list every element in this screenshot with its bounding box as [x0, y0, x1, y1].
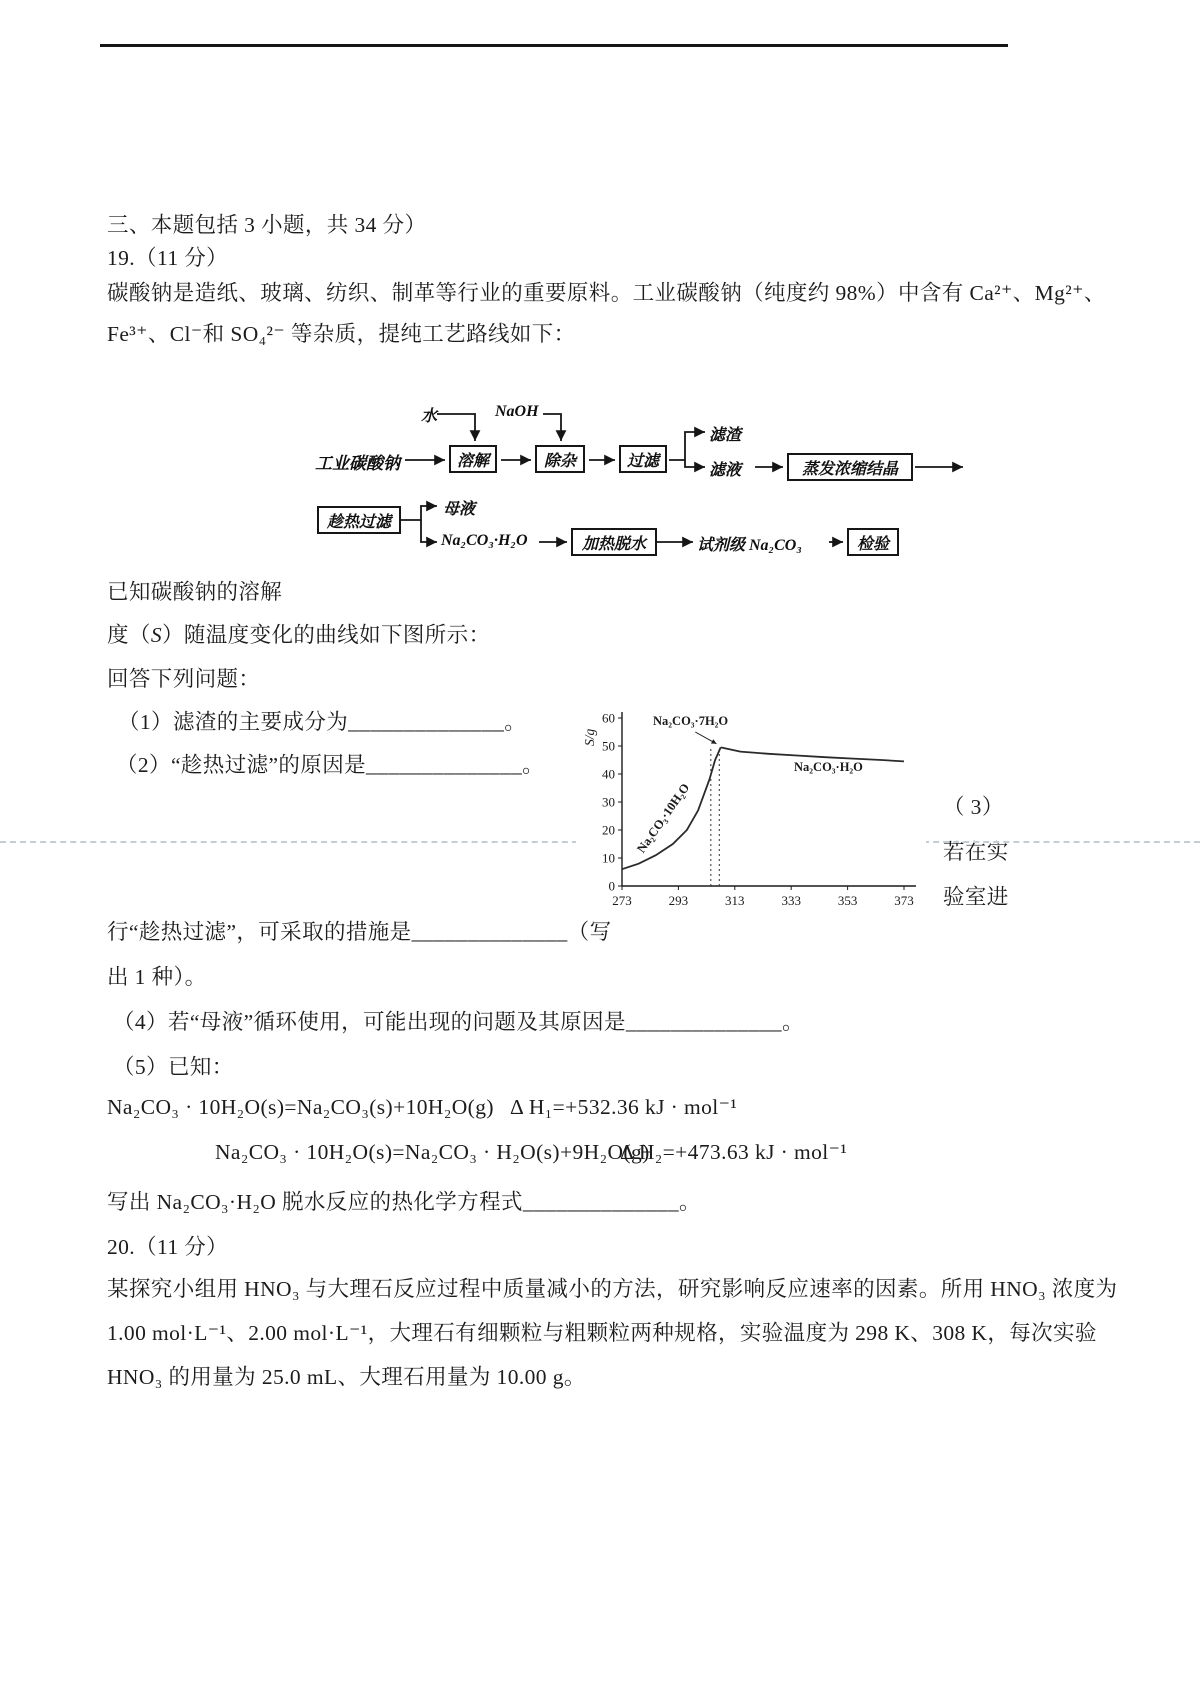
svg-text:273: 273: [612, 893, 632, 908]
flowchart-box-dissolve: 溶解: [449, 445, 497, 473]
question-3-line2: 出 1 种）。: [107, 965, 207, 989]
equation-2-formula: Na₂CO₃ · 10H₂O(s)=Na₂CO₃ · H₂O(s)+9H₂O(g): [215, 1140, 650, 1164]
svg-text:293: 293: [668, 893, 689, 908]
question-3-side2: 若在实: [943, 840, 1009, 864]
svg-text:333: 333: [781, 893, 801, 908]
solubility-chart-svg: [576, 706, 926, 916]
question-1: （1）滤渣的主要成分为______________。: [118, 710, 527, 734]
equation-2-enthalpy: Δ H₂=+473.63 kJ · mol⁻¹: [620, 1140, 848, 1164]
flowchart-residue-label: 滤渣: [709, 427, 742, 444]
svg-text:S/g: S/g: [582, 728, 597, 746]
svg-text:Na₂CO₃·10H₂O: Na₂CO₃·10H₂O: [634, 780, 693, 856]
flowchart-monohydrate-label: Na₂CO₃·H₂O: [441, 532, 528, 549]
flowchart-box-hot-filter: 趁热过滤: [317, 506, 401, 534]
equation-1-enthalpy: Δ H₁=+532.36 kJ · mol⁻¹: [510, 1095, 738, 1119]
question-2: （2）“趁热过滤”的原因是______________。: [116, 753, 545, 777]
question-4: （4）若“母液”循环使用，可能出现的问题及其原因是______________。: [113, 1010, 804, 1034]
q19-number: 19.（11 分）: [107, 246, 229, 270]
answer-prompt: 回答下列问题：: [107, 667, 261, 691]
known-line2-post: ）随温度变化的曲线如下图所示：: [161, 623, 491, 647]
q20-line2: 1.00 mol·L⁻¹、2.00 mol·L⁻¹，大理石有细颗粒与粗颗粒两种规格，实验温度为 298 K、308 K，每次实验: [107, 1321, 1097, 1345]
flowchart-box-remove-impurity: 除杂: [535, 445, 585, 473]
svg-text:30: 30: [602, 794, 615, 810]
known-line1: 已知碳酸钠的溶解: [107, 580, 283, 604]
svg-text:50: 50: [602, 738, 615, 754]
known-line2-symbol-s: S: [150, 623, 162, 647]
svg-text:60: 60: [602, 710, 615, 726]
question-3-side1: （ 3）: [943, 795, 1004, 819]
known-line2-pre: 度（: [107, 623, 151, 647]
equation-1-formula: Na₂CO₃ · 10H₂O(s)=Na₂CO₃(s)+10H₂O(g): [107, 1095, 494, 1119]
flowchart-box-heat-dehydrate: 加热脱水: [571, 528, 657, 556]
flowchart-box-filter: 过滤: [619, 445, 667, 473]
solubility-chart: [576, 706, 926, 916]
flowchart-filtrate-label: 滤液: [709, 462, 742, 479]
flowchart-mother-liquor-label: 母液: [443, 501, 476, 518]
flowchart-reagent-grade-label: 试剂级 Na₂CO₃: [697, 537, 802, 554]
question-3-line1: 行“趁热过滤”，可采取的措施是______________（写: [107, 920, 612, 944]
svg-text:Na₂CO₃·7H₂O: Na₂CO₃·7H₂O: [653, 714, 729, 728]
svg-text:10: 10: [602, 850, 615, 866]
q20-line3: HNO₃ 的用量为 25.0 mL、大理石用量为 10.00 g。: [107, 1365, 586, 1389]
question-5-label: （5）已知：: [113, 1055, 234, 1079]
svg-text:Na₂CO₃·H₂O: Na₂CO₃·H₂O: [794, 760, 863, 775]
svg-text:373: 373: [894, 893, 914, 908]
q19-intro-line2: Fe³⁺、Cl⁻和 SO₄²⁻ 等杂质，提纯工艺路线如下：: [107, 322, 576, 346]
q20-number: 20.（11 分）: [107, 1235, 229, 1259]
question-3-side3: 验室进: [943, 885, 1009, 909]
question-5-write: 写出 Na₂CO₃·H₂O 脱水反应的热化学方程式______________。: [107, 1190, 701, 1214]
flowchart-box-evaporate-crystallize: 蒸发浓缩结晶: [787, 453, 913, 481]
svg-text:353: 353: [837, 893, 858, 908]
flowchart-box-test: 检验: [847, 528, 899, 556]
flowchart-naoh-label: NaOH: [495, 403, 539, 420]
top-rule: [100, 44, 1008, 47]
section-header: 三、本题包括 3 小题，共 34 分）: [107, 213, 427, 237]
process-flowchart: [315, 398, 965, 580]
svg-text:0: 0: [608, 878, 615, 894]
svg-text:313: 313: [725, 893, 745, 908]
q19-intro-line1: 碳酸钠是造纸、玻璃、纺织、制革等行业的重要原料。工业碳酸钠（纯度约 98%）中含有 Ca²⁺、Mg²⁺、: [107, 281, 1106, 305]
svg-text:40: 40: [602, 766, 615, 782]
flowchart-input-label: 工业碳酸钠: [315, 454, 400, 473]
svg-text:20: 20: [602, 822, 615, 838]
known-line2: [107, 618, 490, 649]
flowchart-water-label: 水: [421, 408, 438, 425]
q20-line1: 某探究小组用 HNO₃ 与大理石反应过程中质量减小的方法，研究影响反应速率的因素。所用 HNO₃ 浓度为: [107, 1277, 1118, 1301]
